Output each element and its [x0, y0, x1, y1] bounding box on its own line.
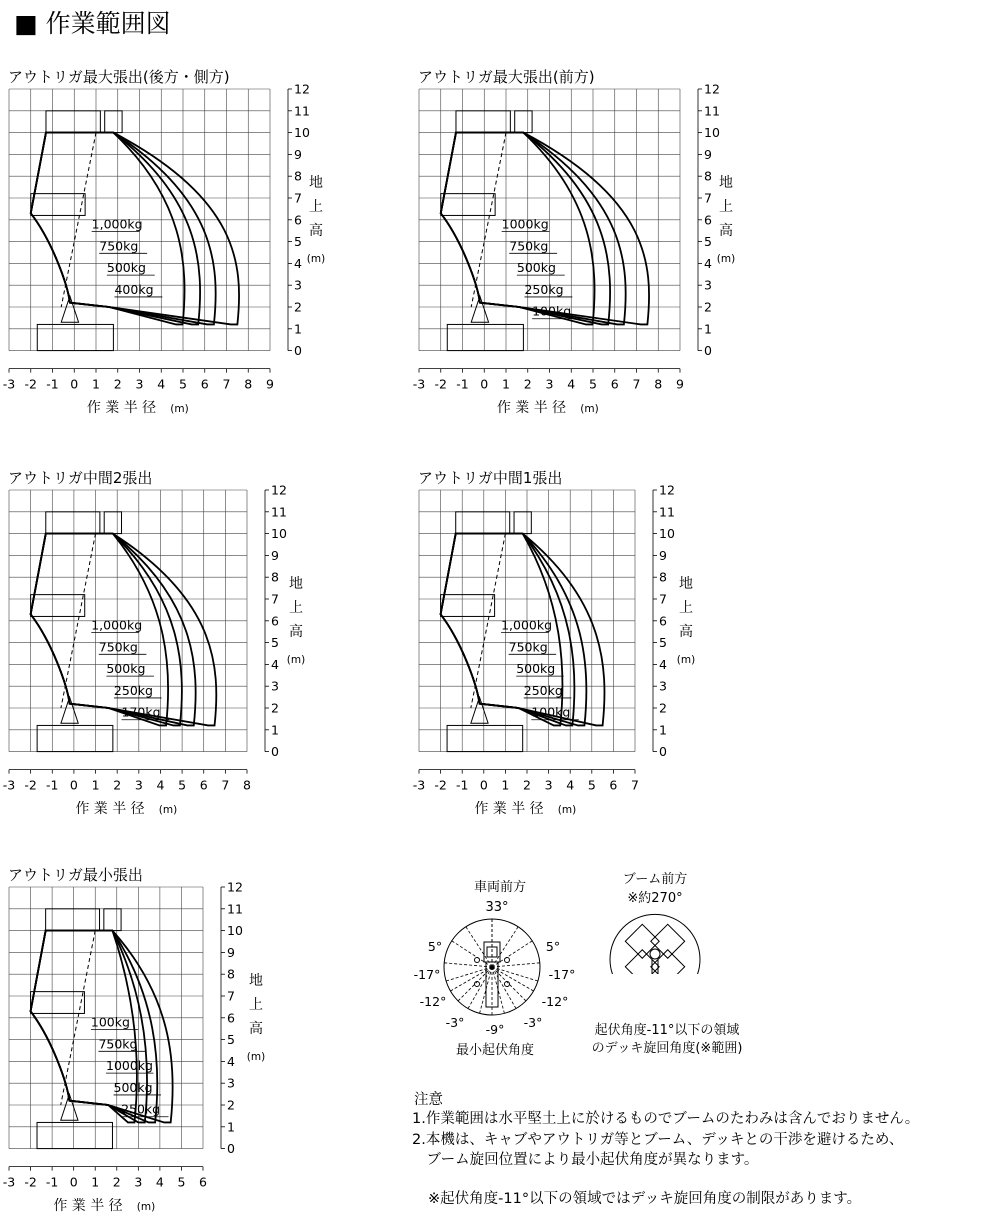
x-axis-title: 作 業 半 径 — [53, 1198, 123, 1214]
angle-ray — [444, 963, 492, 967]
y-tick-label: 5 — [294, 234, 302, 250]
x-tick-label: 6 — [199, 1174, 207, 1190]
note-item-1: 1.作業範囲は水平堅土上に於けるものでブームのたわみは含んでおりません。 — [412, 1111, 920, 1127]
load-label: 1,000kg — [501, 617, 553, 633]
y-tick-label: 11 — [227, 901, 243, 917]
angle-ray — [492, 963, 540, 967]
y-tick-label: 3 — [294, 277, 302, 293]
x-tick-label: 4 — [566, 777, 575, 793]
x-axis-title: 作 業 半 径 — [86, 400, 157, 416]
load-label: 250kg — [113, 682, 153, 698]
x-tick-label: 8 — [654, 376, 663, 392]
y-tick-label: 8 — [294, 168, 302, 184]
y-tick-label: 9 — [227, 944, 235, 960]
boom-front-label: ブーム前方 — [622, 872, 688, 887]
x-tick-label: 7 — [631, 777, 639, 793]
y-axis-title-char: 上 — [289, 600, 303, 616]
vehicle-body — [37, 725, 113, 751]
deck-angle-label: ※約270° — [627, 891, 683, 906]
lower-deck — [31, 992, 85, 1014]
y-tick-label: 7 — [294, 190, 302, 206]
x-tick-label: -2 — [24, 1174, 37, 1190]
y-tick-label: 1 — [227, 1119, 235, 1135]
y-tick-label: 3 — [704, 277, 712, 293]
y-tick-label: 4 — [659, 656, 667, 672]
y-tick-label: 0 — [294, 343, 302, 359]
load-label: 500kg — [516, 661, 556, 677]
x-tick-label: 0 — [70, 376, 79, 392]
deck-rotation-caption — [582, 1022, 752, 1058]
min-angle-caption: 最小起伏角度 — [455, 1043, 535, 1058]
load-labels — [502, 217, 580, 319]
y-tick-label: 11 — [294, 103, 310, 119]
y-tick-label: 2 — [227, 1097, 235, 1113]
angle-label-bottom-9: -9° — [485, 1022, 505, 1037]
y-tick-label: 2 — [659, 700, 667, 716]
x-tick-label: 1 — [91, 777, 100, 793]
page-title: ■ 作業範囲図 — [14, 9, 171, 38]
panel-title-2: アウトリガ最大張出(前方) — [418, 68, 595, 86]
load-label: 250kg — [524, 281, 564, 297]
load-labels — [501, 618, 579, 720]
x-tick-label: -1 — [46, 376, 59, 392]
top-angle-label: 33° — [485, 900, 509, 915]
y-tick-label: 1 — [659, 722, 667, 738]
x-tick-label: 8 — [243, 777, 251, 793]
work-range-chart-3 — [0, 483, 330, 828]
upper-deck — [46, 909, 100, 931]
panel-title-5: アウトリガ最小張出 — [8, 866, 143, 884]
load-label: 1000kg — [106, 1058, 153, 1074]
x-tick-label: 2 — [523, 376, 532, 392]
x-tick-label: 3 — [134, 777, 143, 793]
x-tick-label: -1 — [455, 777, 469, 793]
x-tick-label: 2 — [113, 376, 122, 392]
y-tick-label: 5 — [659, 635, 667, 651]
y-tick-label: 10 — [704, 125, 720, 141]
y-axis-title-char: 上 — [249, 997, 263, 1013]
y-tick-label: 7 — [659, 591, 667, 607]
work-range-chart-1 — [0, 82, 340, 427]
y-axis-title-char: 上 — [309, 199, 323, 215]
x-axis-title: 作 業 半 径 — [75, 801, 145, 817]
angle-rays — [444, 919, 540, 1015]
y-tick-label: 12 — [659, 483, 675, 498]
x-tick-label: -2 — [434, 777, 447, 793]
y-axis-unit: (m) — [716, 253, 736, 265]
x-tick-label: 4 — [156, 777, 165, 793]
y-tick-label: 11 — [704, 103, 720, 119]
y-tick-label: 10 — [294, 125, 310, 141]
x-tick-label: 0 — [69, 1174, 78, 1190]
y-axis-title-char: 地 — [309, 175, 323, 191]
upper-deck-extension — [514, 512, 531, 534]
x-tick-label: 5 — [587, 777, 596, 793]
y-axis-title-char: 高 — [679, 624, 693, 640]
angle-ray — [446, 967, 492, 981]
work-range-chart-2 — [410, 82, 750, 427]
y-axis-title-char: 高 — [309, 223, 323, 239]
load-label: 500kg — [516, 260, 556, 276]
y-tick-label: 0 — [659, 744, 667, 760]
x-axis-unit: (m) — [158, 804, 178, 816]
y-tick-label: 2 — [704, 299, 712, 315]
panel-title-4: アウトリガ中間1張出 — [418, 469, 563, 487]
x-tick-label: 4 — [155, 1174, 164, 1190]
y-tick-label: 7 — [704, 190, 712, 206]
load-label: 750kg — [98, 639, 138, 655]
y-tick-label: 3 — [659, 678, 667, 694]
deck-top-view — [625, 924, 684, 974]
load-label: 400kg — [114, 281, 154, 297]
y-tick-label: 8 — [227, 966, 235, 982]
upper-deck — [46, 111, 100, 133]
x-tick-label: 2 — [113, 777, 122, 793]
x-tick-label: 4 — [567, 376, 576, 392]
work-range-chart-5 — [0, 880, 300, 1214]
load-label: 500kg — [106, 661, 146, 677]
load-label: 750kg — [508, 639, 548, 655]
y-tick-label: 1 — [704, 321, 712, 337]
x-axis-unit: (m) — [170, 403, 189, 415]
load-label: 500kg — [106, 260, 146, 276]
y-tick-label: 5 — [227, 1032, 235, 1048]
y-tick-label: 6 — [227, 1010, 235, 1026]
angle-label-right-5: 5° — [545, 939, 561, 954]
angle-label-right-17: -17° — [548, 967, 576, 982]
x-tick-label: 3 — [545, 376, 554, 392]
y-tick-label: 12 — [271, 483, 287, 498]
y-tick-label: 5 — [704, 234, 712, 250]
x-tick-label: 5 — [589, 376, 597, 392]
y-tick-label: 10 — [271, 526, 287, 542]
x-tick-label: 6 — [609, 777, 618, 793]
load-label: 1,000kg — [91, 617, 143, 633]
y-tick-label: 3 — [227, 1075, 235, 1091]
x-tick-label: 0 — [479, 777, 488, 793]
x-axis-unit: (m) — [136, 1201, 156, 1213]
y-tick-label: 7 — [271, 591, 279, 607]
angle-label-right-3: -3° — [523, 1015, 543, 1030]
y-axis-title-char: 地 — [719, 175, 733, 191]
x-tick-label: -1 — [46, 777, 59, 793]
y-tick-label: 4 — [227, 1053, 235, 1069]
x-tick-label: 8 — [244, 376, 253, 392]
angle-label-left-12: -12° — [419, 994, 447, 1009]
load-label: 100kg — [531, 704, 571, 720]
y-tick-label: 3 — [271, 678, 279, 694]
y-axis-title-char: 地 — [249, 973, 263, 989]
x-tick-label: 0 — [480, 376, 489, 392]
y-axis-title-char: 上 — [719, 199, 733, 215]
y-axis-unit: (m) — [246, 1051, 266, 1063]
y-axis-title-char: 高 — [249, 1021, 263, 1037]
x-axis-title: 作 業 半 径 — [474, 801, 544, 817]
deck-caption-line-1: 起伏角度-11°以下の領域 — [594, 1023, 740, 1038]
load-label: 1,000kg — [91, 216, 143, 232]
x-tick-label: -3 — [2, 777, 16, 793]
angle-ray — [452, 941, 492, 967]
lower-deck — [441, 595, 495, 617]
y-tick-label: 10 — [659, 526, 675, 542]
load-label: 100kg — [532, 303, 572, 319]
deck-rotation-diagram — [590, 864, 765, 974]
vehicle-body — [447, 324, 523, 350]
y-axis-unit: (m) — [676, 654, 696, 666]
y-tick-label: 10 — [227, 923, 243, 939]
lower-deck — [31, 595, 85, 617]
y-tick-label: 8 — [659, 569, 667, 585]
y-tick-label: 4 — [271, 656, 279, 672]
vehicle-body — [447, 725, 523, 751]
y-tick-label: 1 — [294, 321, 302, 337]
y-tick-label: 6 — [659, 613, 667, 629]
x-tick-label: -3 — [412, 376, 426, 392]
x-tick-label: -3 — [2, 376, 16, 392]
y-axis-title-char: 上 — [679, 600, 693, 616]
x-tick-label: 3 — [544, 777, 553, 793]
notes-footnote: ※起伏角度-11°以下の領域ではデッキ旋回角度の制限があります。 — [428, 1191, 862, 1207]
load-label: 250kg — [121, 1101, 161, 1117]
load-labels — [92, 217, 163, 297]
y-axis-title-char: 高 — [289, 624, 303, 640]
panel-title-1: アウトリガ最大張出(後方・側方) — [8, 68, 230, 86]
y-tick-label: 0 — [704, 343, 712, 359]
y-tick-label: 6 — [271, 613, 279, 629]
x-tick-label: 1 — [92, 376, 100, 392]
y-tick-label: 4 — [294, 255, 302, 271]
x-tick-label: 7 — [632, 376, 641, 392]
y-tick-label: 12 — [704, 82, 720, 97]
y-tick-label: 9 — [704, 146, 712, 162]
x-axis-unit: (m) — [580, 403, 599, 415]
y-tick-label: 5 — [271, 635, 279, 651]
y-tick-label: 11 — [271, 504, 287, 520]
angle-label-left-17: -17° — [413, 967, 441, 982]
y-tick-label: 8 — [704, 168, 712, 184]
load-label: 750kg — [509, 238, 549, 254]
x-tick-label: -2 — [24, 777, 37, 793]
y-tick-label: 11 — [659, 504, 675, 520]
x-tick-label: 5 — [177, 1174, 186, 1190]
y-axis-unit: (m) — [306, 253, 326, 265]
angle-ray — [492, 967, 538, 981]
vehicle-body — [37, 1122, 112, 1148]
upper-deck — [456, 111, 510, 133]
x-tick-label: 2 — [523, 777, 531, 793]
load-label: 750kg — [99, 238, 139, 254]
x-tick-label: -2 — [24, 376, 37, 392]
load-label: 750kg — [98, 1036, 138, 1052]
x-tick-label: -1 — [456, 376, 469, 392]
note-item-2: 2.本機は、キャブやアウトリガ等とブーム、デッキとの干渉を避けるため、 — [412, 1132, 904, 1148]
x-axis-unit: (m) — [557, 804, 577, 816]
lower-deck — [31, 194, 85, 216]
load-label: 250kg — [523, 682, 563, 698]
load-label: 170kg — [121, 704, 161, 720]
min-luffing-angle-diagram — [405, 872, 595, 1062]
upper-deck-extension — [515, 111, 532, 133]
y-tick-label: 9 — [659, 547, 667, 563]
x-tick-label: 1 — [501, 777, 510, 793]
x-tick-label: 4 — [157, 376, 166, 392]
y-tick-label: 12 — [227, 880, 243, 895]
x-tick-label: -3 — [412, 777, 426, 793]
upper-deck — [456, 512, 510, 534]
x-tick-label: -3 — [2, 1174, 16, 1190]
x-tick-label: -1 — [45, 1174, 59, 1190]
y-tick-label: 0 — [227, 1141, 235, 1157]
work-range-chart-4 — [410, 483, 740, 828]
y-axis-title-char: 高 — [719, 223, 733, 239]
x-tick-label: 1 — [91, 1174, 100, 1190]
upper-deck-extension — [104, 909, 121, 931]
y-tick-label: 6 — [294, 212, 302, 228]
y-tick-label: 12 — [294, 82, 310, 97]
x-axis-title: 作 業 半 径 — [496, 400, 567, 416]
y-axis-title-char: 地 — [679, 576, 693, 592]
angle-label-left-5: 5° — [427, 939, 443, 954]
x-tick-label: 3 — [134, 1174, 143, 1190]
deck-caption-line-2: のデッキ旋回角度(※範囲) — [591, 1041, 743, 1056]
y-axis-title-char: 地 — [289, 576, 303, 592]
lower-deck — [441, 194, 495, 216]
y-tick-label: 7 — [227, 988, 235, 1004]
note-item-3: ブーム旋回位置により最小起伏角度が異なります。 — [412, 1152, 759, 1168]
x-tick-label: 0 — [69, 777, 78, 793]
x-tick-label: 7 — [221, 777, 230, 793]
load-labels — [91, 618, 169, 720]
y-tick-label: 0 — [271, 744, 279, 760]
x-tick-label: 6 — [610, 376, 619, 392]
y-tick-label: 2 — [271, 700, 279, 716]
upper-deck-extension — [104, 512, 121, 534]
y-tick-label: 1 — [271, 722, 279, 738]
load-label: 1000kg — [501, 216, 549, 232]
notes-heading: 注意 — [414, 1092, 443, 1108]
y-tick-label: 4 — [704, 255, 712, 271]
y-axis-unit: (m) — [286, 654, 306, 666]
panel-title-3: アウトリガ中間2張出 — [8, 469, 153, 487]
x-tick-label: 9 — [676, 376, 684, 392]
upper-deck — [46, 512, 100, 534]
y-tick-label: 9 — [294, 146, 302, 162]
vehicle-front-label: 車両前方 — [473, 880, 527, 895]
y-tick-label: 9 — [271, 547, 279, 563]
y-tick-label: 2 — [294, 299, 302, 315]
x-tick-label: 9 — [266, 376, 274, 392]
upper-deck-extension — [105, 111, 122, 133]
load-label: 100kg — [90, 1014, 130, 1030]
deck-rotation-arc — [610, 914, 700, 974]
x-tick-label: 5 — [179, 376, 187, 392]
y-tick-label: 6 — [704, 212, 712, 228]
load-label: 500kg — [113, 1079, 153, 1095]
x-tick-label: 6 — [200, 376, 209, 392]
x-tick-label: -2 — [434, 376, 447, 392]
y-tick-label: 8 — [271, 569, 279, 585]
x-tick-label: 5 — [178, 777, 187, 793]
angle-ray — [492, 941, 532, 967]
x-tick-label: 6 — [199, 777, 208, 793]
angle-label-left-3: -3° — [445, 1015, 465, 1030]
x-tick-label: 1 — [502, 376, 510, 392]
x-tick-label: 3 — [135, 376, 144, 392]
angle-label-right-12: -12° — [541, 994, 569, 1009]
x-tick-label: 7 — [222, 376, 231, 392]
vehicle-body — [37, 324, 113, 350]
x-tick-label: 2 — [112, 1174, 121, 1190]
